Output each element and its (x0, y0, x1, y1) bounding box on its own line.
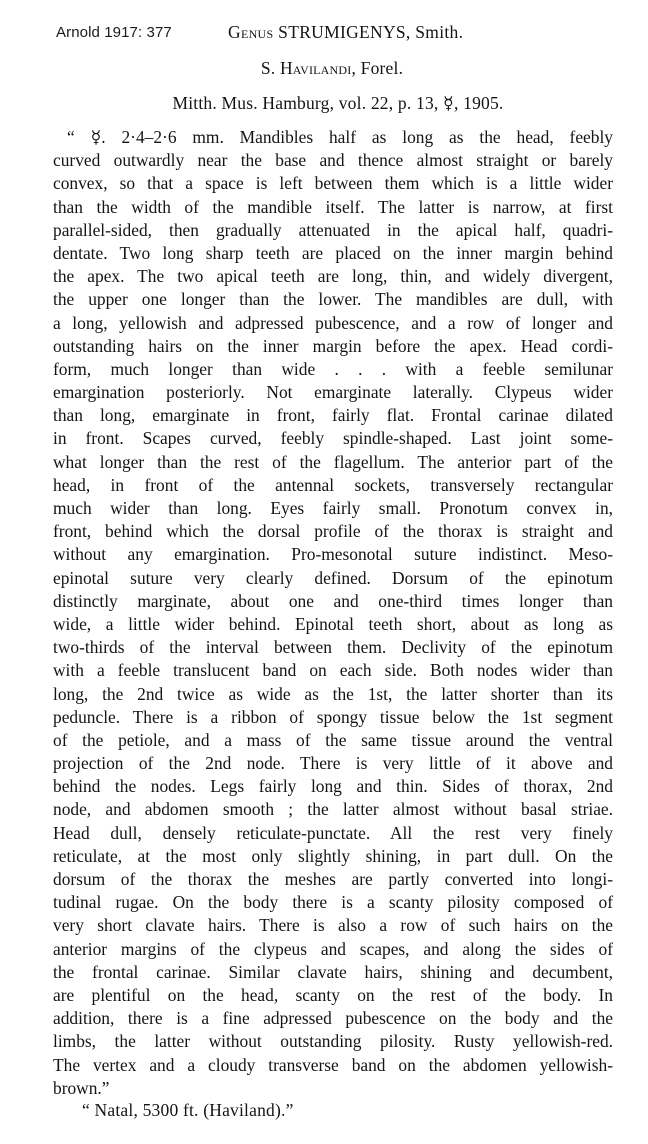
description-line: “ ☿. 2·4–2·6 mm. Mandibles half as long as the head, feebly (67, 127, 613, 147)
description-line: dorsum of the thorax the meshes are partly converted into longi- (53, 869, 613, 889)
description-line: limbs, the latter without outstanding pilosity. Rusty yellowish-red. (53, 1031, 613, 1052)
description-line: Head dull, densely reticulate-punctate. All the rest very finely (53, 822, 613, 843)
description-line: brown.” (53, 1077, 110, 1098)
genus-name: STRUMIGENYS, Smith. (278, 22, 464, 42)
citation-line: Mitth. Mus. Hamburg, vol. 22, p. 13, ☿, 1905. (172, 93, 504, 113)
description-line: parallel-sided, then gradually attenuated in the apical half, quadri- (53, 219, 613, 240)
description-line: two-thirds of the interval between them. Declivity of the epinotum (53, 637, 613, 658)
species-name: Havilandi (279, 58, 352, 78)
description-line: of the petiole, and a mass of the same tissue around the ventral (53, 729, 613, 750)
description-line: node, and abdomen smooth ; the latter almost without basal striae. (53, 799, 613, 820)
genus-heading (228, 22, 463, 43)
description-line: the upper one longer than the lower. The mandibles are dull, with (53, 289, 613, 310)
description-line: outstanding hairs on the inner margin before the apex. Head cordi- (53, 335, 613, 356)
description-line: projection of the 2nd node. There is very little of it above and (53, 753, 613, 774)
species-author: , Forel. (351, 58, 404, 78)
description-line: epinotal suture very clearly defined. Dorsum of the epinotum (53, 567, 613, 588)
description-line: addition, there is a fine adpressed pubescence on the body and the (53, 1008, 613, 1029)
description-line: front, behind which the dorsal profile of the thorax is straight and (53, 521, 613, 542)
description-line: the frontal carinae. Similar clavate hairs, shining and decumbent, (53, 961, 613, 982)
description-line: without any emargination. Pro-mesonotal suture indistinct. Meso- (53, 544, 613, 565)
description-line: what longer than the rest of the flagellum. The anterior part of the (53, 451, 613, 472)
description-line: tudinal rugae. On the body there is a scanty pilosity composed of (53, 892, 613, 913)
page-reference: Arnold 1917: 377 (56, 24, 172, 41)
description-line: distinctly marginate, about one and one-third times longer than (53, 590, 613, 611)
description-line: form, much longer than wide . . . with a feeble semilunar (53, 358, 613, 379)
genus-prefix: Genus (228, 22, 274, 42)
description-line: curved outwardly near the base and thence almost straight or barely (53, 150, 613, 171)
description-line: head, in front of the antennal sockets, transversely rectangular (53, 474, 613, 495)
description-line: peduncle. There is a ribbon of spongy tissue below the 1st segment (53, 706, 613, 727)
description-line: emargination posteriorly. Not emarginate laterally. Clypeus wider (53, 382, 613, 403)
species-abbrev: S. (260, 58, 276, 78)
locality-line: “ Natal, 5300 ft. (Haviland).” (82, 1100, 294, 1120)
description-line: much wider than long. Eyes fairly small. Pronotum convex in, (53, 498, 613, 518)
description-line: than long, emarginate in front, fairly flat. Frontal carinae dilated (53, 405, 613, 426)
description-line: reticulate, at the most only slightly shining, in part dull. On the (53, 845, 613, 866)
description-line: anterior margins of the clypeus and scapes, and along the sides of (53, 938, 613, 959)
species-description (53, 126, 613, 1100)
description-line: wide, a little wider behind. Epinotal teeth short, about as long as (53, 613, 613, 634)
description-line: are plentiful on the head, scanty on the rest of the body. In (53, 984, 613, 1005)
description-line: long, the 2nd twice as wide as the 1st, the latter shorter than its (53, 683, 613, 704)
description-line: dentate. Two long sharp teeth are placed on the inner margin behind (53, 242, 613, 263)
species-heading (0, 58, 648, 79)
description-line: in front. Scapes curved, feebly spindle-shaped. Last joint some- (53, 428, 613, 449)
description-line: behind the nodes. Legs fairly long and thin. Sides of thorax, 2nd (53, 776, 613, 797)
description-line: convex, so that a space is left between them which is a little wider (53, 173, 613, 194)
description-line: with a feeble translucent band on each side. Both nodes wider than (53, 660, 613, 681)
description-line: The vertex and a cloudy transverse band on the abdomen yellowish- (53, 1054, 613, 1075)
description-line: the apex. The two apical teeth are long, thin, and widely divergent, (53, 266, 613, 287)
description-line: very short clavate hairs. There is also a row of such hairs on the (53, 915, 613, 936)
description-line: a long, yellowish and adpressed pubescence, and a row of longer and (53, 312, 613, 333)
description-line: than the width of the mandible itself. The latter is narrow, at first (53, 196, 613, 217)
